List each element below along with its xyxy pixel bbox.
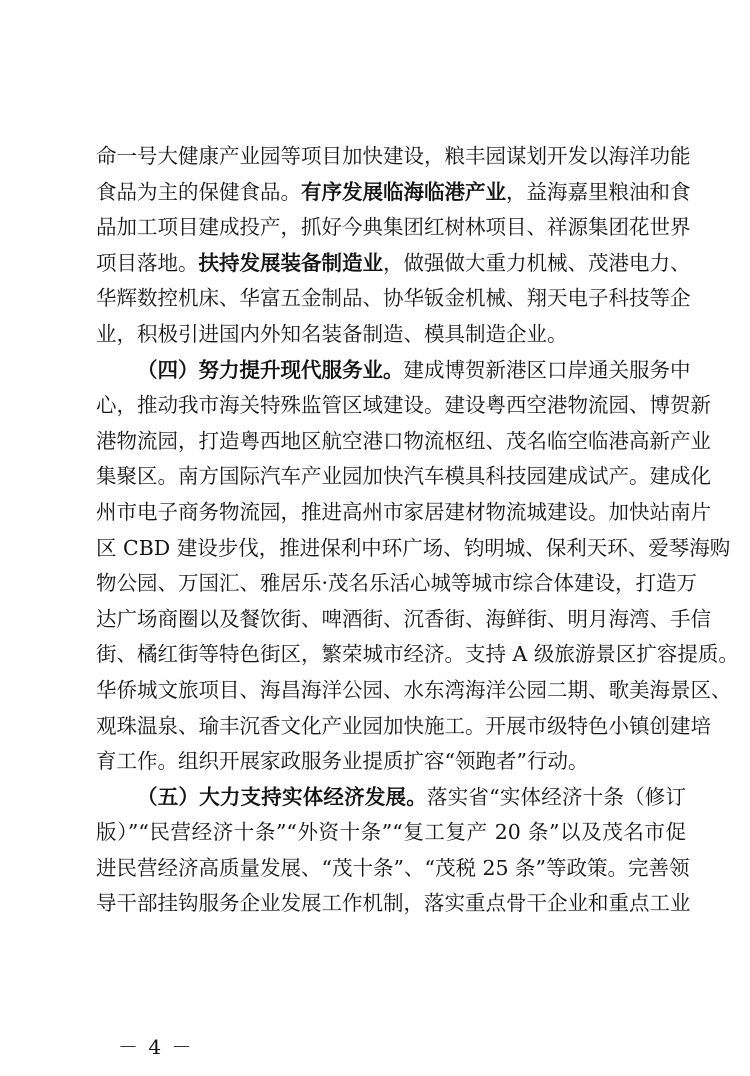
- text-line: [96, 317, 686, 353]
- text-line: [96, 851, 690, 887]
- text-line: [96, 139, 691, 175]
- text-line: [96, 602, 711, 638]
- text-line: [96, 281, 691, 317]
- text-segment: 港物流园，打造粤西地区航空港口物流枢纽、茂名临空临港高新产业: [96, 428, 711, 453]
- text-line: [96, 495, 711, 531]
- text-segment: 建成博贺新港区口岸通关服务中: [403, 357, 691, 382]
- text-segment: 物公园、万国汇、雅居乐·茂名乐活心城等城市综合体建设，打造万: [96, 571, 698, 596]
- text-segment: 项目落地。: [96, 250, 199, 275]
- text-segment: 版）”“民营经济十条”“外资十条”“复工复产 20 条”以及茂名市促: [96, 820, 686, 845]
- bold-heading-text: （四）努力提升现代服务业。: [137, 357, 404, 382]
- text-segment: 集聚区。南方国际汽车产业园加快汽车模具科技园建成试产。建成化: [96, 464, 711, 489]
- text-segment: 业，积极引进国内外知名装备制造、模具制造企业。: [96, 321, 568, 346]
- text-line: [96, 566, 698, 602]
- text-line: [96, 709, 711, 745]
- page-number: － 4 －: [118, 1035, 194, 1059]
- text-line: [96, 353, 691, 389]
- body-text: [96, 139, 739, 922]
- bold-heading-text: 有序发展临海临港产业: [301, 179, 506, 204]
- text-segment: 进民营经济高质量发展、“茂十条”、“茂税 25 条”等政策。完善领: [96, 855, 690, 880]
- bold-heading-text: （五）大力支持实体经济发展。: [137, 784, 427, 809]
- text-segment: 达广场商圈以及餐饮街、啤酒街、沉香街、海鲜街、明月海湾、手信: [96, 606, 711, 631]
- text-segment: 观珠温泉、瑜丰沉香文化产业园加快施工。开展市级特色小镇创建培: [96, 713, 711, 738]
- text-segment: 食品为主的保健食品。: [96, 179, 301, 204]
- text-segment: ，做强做大重力机械、茂港电力、: [383, 250, 691, 275]
- text-line: [96, 424, 711, 460]
- text-line: [96, 780, 686, 816]
- text-line: [96, 246, 691, 282]
- text-segment: 品加工项目建成投产，抓好今典集团红树林项目、祥源集团花世界: [96, 215, 691, 240]
- text-segment: 华侨城文旅项目、海昌海洋公园、水东湾海洋公园二期、歌美海景区、: [96, 677, 732, 702]
- text-line: [96, 637, 739, 673]
- text-segment: 落实省“实体经济十条（修订: [426, 784, 687, 809]
- text-line: [96, 673, 732, 709]
- text-segment: 导干部挂钩服务企业发展工作机制，落实重点骨干企业和重点工业: [96, 891, 691, 916]
- text-segment: 育工作。组织开展家政服务业提质扩容“领跑者”行动。: [96, 749, 589, 774]
- text-segment: 心，推动我市海关特殊监管区域建设。建设粤西空港物流园、博贺新: [96, 393, 711, 418]
- text-segment: 命一号大健康产业园等项目加快建设，粮丰园谋划开发以海洋功能: [96, 144, 691, 168]
- bold-heading-text: 扶持发展装备制造业: [198, 250, 383, 275]
- text-line: [96, 815, 686, 851]
- text-segment: 州市电子商务物流园，推进高州市家居建材物流城建设。加快站南片: [96, 499, 711, 524]
- text-segment: 华辉数控机床、华富五金制品、协华钣金机械、翔天电子科技等企: [96, 286, 691, 311]
- text-line: [96, 886, 691, 922]
- text-line: [96, 531, 731, 567]
- text-line: [96, 175, 691, 211]
- text-line: [96, 459, 711, 495]
- text-line: [96, 388, 711, 424]
- text-segment: 街、橘红街等特色街区，繁荣城市经济。支持 A 级旅游景区扩容提质。: [96, 642, 739, 667]
- text-segment: ，益海嘉里粮油和食: [506, 179, 691, 204]
- text-line: [96, 210, 691, 246]
- text-segment: 区 CBD 建设步伐，推进保利中环广场、钧明城、保利天环、爱琴海购: [96, 535, 731, 560]
- text-line: [96, 744, 686, 780]
